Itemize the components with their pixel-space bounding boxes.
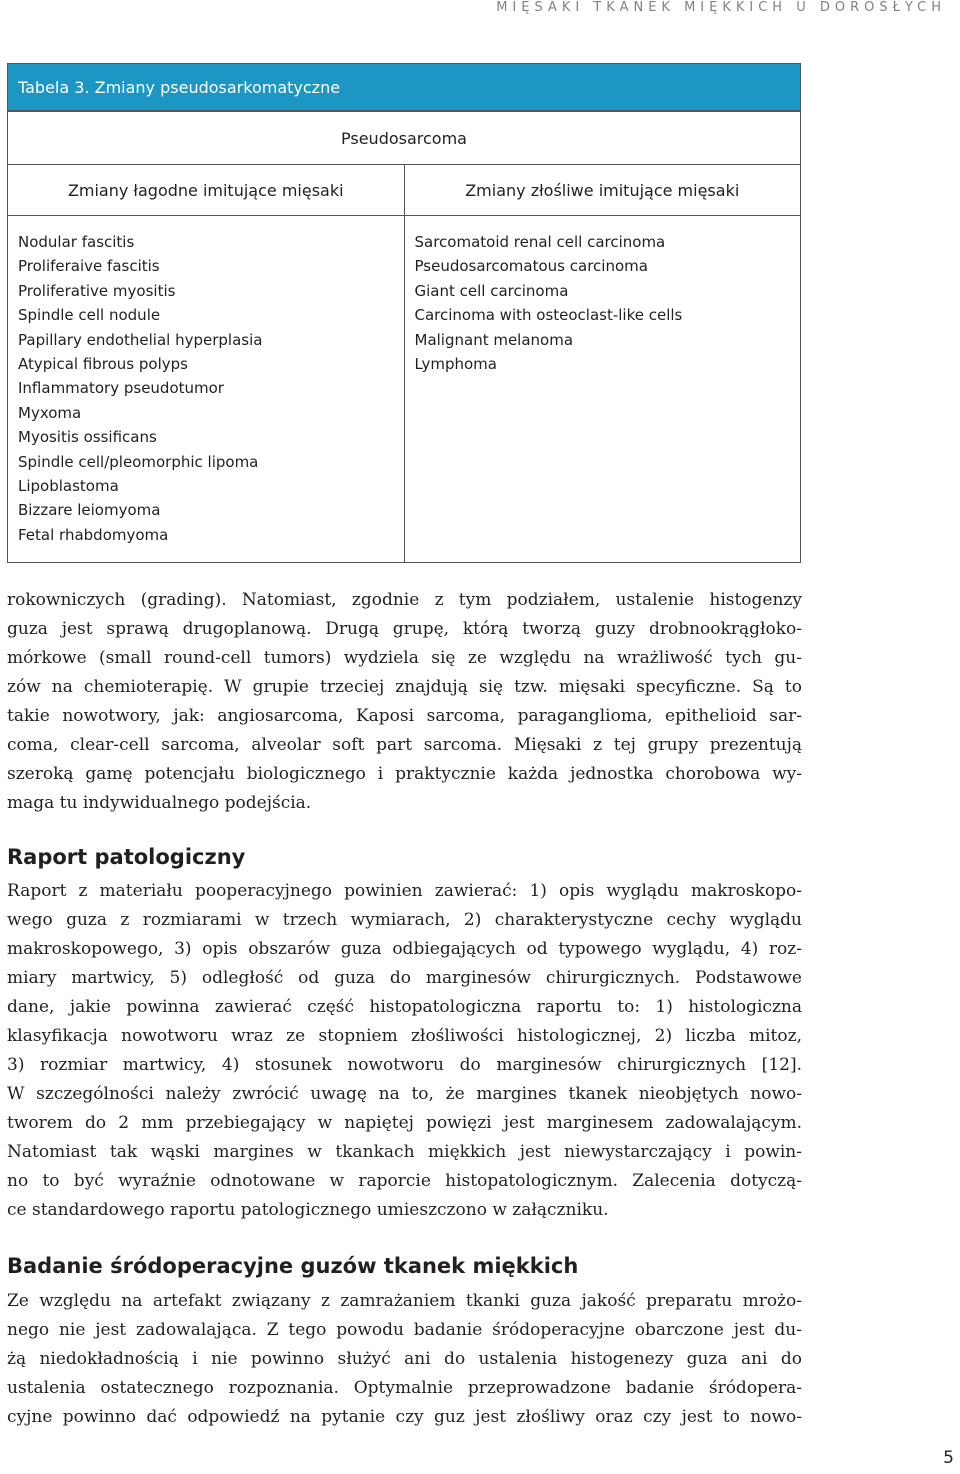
text-line: mórkowe (small round-cell tumors) wydziela się ze względu na wrażliwość tych gu- bbox=[7, 648, 802, 668]
list-item: Giant cell carcinoma bbox=[414, 281, 569, 300]
list-item: Malignant melanoma bbox=[414, 330, 574, 349]
page-number: 5 bbox=[943, 1448, 954, 1468]
table-caption: Tabela 3. Zmiany pseudosarkomatyczne bbox=[7, 63, 801, 111]
text-line: guza jest sprawą drugoplanową. Drugą grupę, którą tworzą guzy drobnookrągłoko- bbox=[7, 619, 802, 639]
body-paragraph-raport bbox=[7, 877, 802, 1225]
malignant-column-header: Zmiany złośliwe imitujące mięsaki bbox=[404, 165, 801, 216]
section-heading-raport: Raport patologiczny bbox=[7, 845, 246, 869]
text-line: tworem do 2 mm przebiegający w napiętej powięzi jest marginesem zadowalającym. bbox=[7, 1113, 802, 1133]
text-line: ustalenia ostatecznego rozpoznania. Optymalnie przeprowadzone badanie śródopera- bbox=[7, 1378, 802, 1398]
list-item: Lymphoma bbox=[414, 355, 497, 374]
list-item: Papillary endothelial hyperplasia bbox=[18, 330, 263, 349]
list-item: Atypical fibrous polyps bbox=[18, 355, 188, 374]
benign-list bbox=[8, 216, 405, 563]
list-item: Fetal rhabdomyoma bbox=[18, 525, 169, 544]
text-line: wego guza z rozmiarami w trzech wymiarach, 2) charakterystyczne cechy wyglądu bbox=[7, 910, 802, 930]
text-line: Raport z materiału pooperacyjnego powinien zawierać: 1) opis wyglądu makroskopo- bbox=[7, 881, 802, 901]
list-item: Inflammatory pseudotumor bbox=[18, 379, 224, 398]
text-line: makroskopowego, 3) opis obszarów guza odbiegających od typowego wyglądu, 4) roz- bbox=[7, 939, 802, 959]
pseudosarcoma-grid bbox=[7, 111, 801, 563]
text-line: maga tu indywidualnego podejścia. bbox=[7, 793, 312, 813]
list-item: Sarcomatoid renal cell carcinoma bbox=[414, 233, 666, 251]
running-header: MIĘSAKI TKANEK MIĘKKICH U DOROSŁYCH bbox=[496, 0, 946, 15]
body-paragraph-grading bbox=[7, 586, 802, 818]
text-line: no to być wyraźnie odnotowane w raporcie histopatologicznym. Zalecenia dotyczą- bbox=[7, 1171, 802, 1191]
text-line: dane, jakie powinna zawierać część histopatologiczna raportu to: 1) histologiczna bbox=[7, 997, 802, 1017]
list-item: Pseudosarcomatous carcinoma bbox=[414, 257, 648, 276]
text-line: miary martwicy, 5) odległość od guza do marginesów chirurgicznych. Podstawowe bbox=[7, 968, 802, 988]
list-item: Carcinoma with osteoclast-like cells bbox=[414, 306, 683, 325]
list-item: Myositis ossificans bbox=[18, 428, 157, 447]
malignant-list bbox=[404, 216, 801, 563]
list-item: Bizzare leiomyoma bbox=[18, 501, 161, 520]
body-paragraph-badanie bbox=[7, 1287, 802, 1432]
list-item: Nodular fascitis bbox=[18, 233, 135, 251]
benign-column-header: Zmiany łagodne imitujące mięsaki bbox=[8, 165, 405, 216]
spanning-header: Pseudosarcoma bbox=[8, 112, 801, 165]
list-item: Myxoma bbox=[18, 403, 82, 422]
text-line: Natomiast tak wąski margines w tkankach miękkich jest niewystarczający i powin- bbox=[7, 1142, 802, 1162]
list-item: Spindle cell nodule bbox=[18, 306, 161, 325]
text-line: klasyfikacja nowotworu wraz ze stopniem złośliwości histologicznej, 2) liczba mitoz, bbox=[7, 1026, 802, 1046]
list-item: Lipoblastoma bbox=[18, 477, 119, 496]
list-item: Proliferaive fascitis bbox=[18, 257, 160, 276]
list-item: Proliferative myositis bbox=[18, 281, 176, 300]
text-line: takie nowotwory, jak: angiosarcoma, Kaposi sarcoma, paraganglioma, epithelioid sar- bbox=[7, 706, 802, 726]
list-item: Spindle cell/pleomorphic lipoma bbox=[18, 452, 259, 471]
text-line: zów na chemioterapię. W grupie trzeciej znajdują się tzw. mięsaki specyficzne. Są to bbox=[7, 677, 802, 697]
text-line: Ze względu na artefakt związany z zamrażaniem tkanki guza jakość preparatu mrożo- bbox=[7, 1291, 802, 1311]
text-line: nego nie jest zadowalająca. Z tego powodu badanie śródoperacyjne obarczone jest du- bbox=[7, 1320, 802, 1340]
text-line: rokowniczych (grading). Natomiast, zgodnie z tym podziałem, ustalenie histogenzy bbox=[7, 590, 802, 610]
pseudosarcoma-table bbox=[7, 63, 801, 563]
text-line: coma, clear-cell sarcoma, alveolar soft part sarcoma. Mięsaki z tej grupy prezentują bbox=[7, 735, 802, 755]
text-line: żą niedokładnością i nie powinno służyć ani do ustalenia histogenezy guza ani do bbox=[7, 1349, 802, 1369]
text-line: ce standardowego raportu patologicznego umieszczono w załączniku. bbox=[7, 1200, 609, 1220]
text-line: 3) rozmiar martwicy, 4) stosunek nowotworu do marginesów chirurgicznych [12]. bbox=[7, 1055, 802, 1075]
text-line: cyjne powinno dać odpowiedź na pytanie czy guz jest złośliwy oraz czy jest to nowo- bbox=[7, 1407, 802, 1427]
text-line: W szczególności należy zwrócić uwagę na to, że margines tkanek nieobjętych nowo- bbox=[7, 1084, 802, 1104]
text-line: szeroką gamę potencjału biologicznego i praktycznie każda jednostka chorobowa wy- bbox=[7, 764, 802, 784]
section-heading-badanie: Badanie śródoperacyjne guzów tkanek miękkich bbox=[7, 1254, 579, 1278]
